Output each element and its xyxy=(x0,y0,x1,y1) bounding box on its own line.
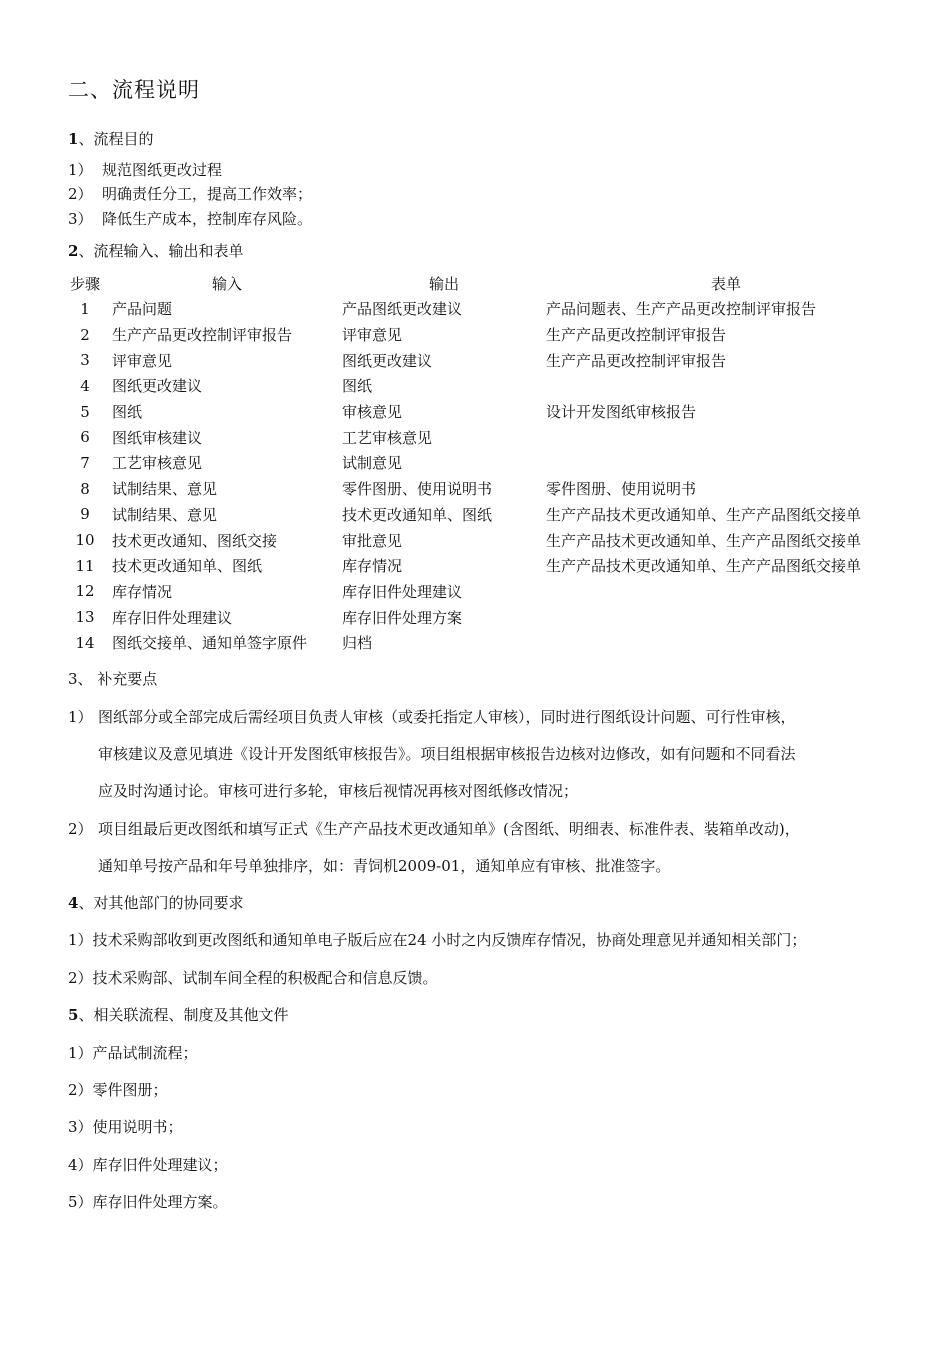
purpose-item xyxy=(68,208,312,229)
coordination-item: 2）技术采购部、试制车间全程的积极配合和信息反馈。 xyxy=(68,969,438,987)
purpose-item xyxy=(68,183,312,204)
step-cell: 2 xyxy=(80,325,90,344)
related-item: 2）零件图册； xyxy=(68,1081,168,1099)
section-title: 二、流程说明 xyxy=(68,78,200,102)
supplement-point-1-number: 1） xyxy=(68,708,93,726)
io-heading-text: 、流程输入、输出和表单 xyxy=(78,242,244,260)
table-row xyxy=(58,553,906,579)
purpose-heading xyxy=(68,128,153,149)
table-row xyxy=(58,502,906,528)
coordination-item: 1）技术采购部收到更改图纸和通知单电子版后应在24 小时之内反馈库存情况，协商处理意见并通知相关部门； xyxy=(68,931,807,949)
input-cell: 库存旧件处理建议 xyxy=(112,608,233,627)
column-header-output: 输出 xyxy=(428,274,459,293)
output-cell: 库存旧件处理建议 xyxy=(342,582,463,601)
supplement-point-2-line: 项目组最后更改图纸和填写正式《生产产品技术更改通知单》(含图纸、明细表、标准件表、装箱单改动)， xyxy=(98,820,800,838)
supplement-point-1-line: 审核建议及意见填进《设计开发图纸审核报告》。项目组根据审核报告边核对边修改，如有问题和不同看法 xyxy=(98,745,796,763)
related-item: 3）使用说明书； xyxy=(68,1118,183,1136)
output-cell: 零件图册、使用说明书 xyxy=(342,480,493,499)
table-row xyxy=(58,476,906,502)
io-heading xyxy=(68,240,243,261)
input-cell: 图纸交接单、通知单签字原件 xyxy=(112,634,308,653)
input-cell: 库存情况 xyxy=(112,582,173,601)
purpose-item-number: 1） xyxy=(68,161,93,179)
table-row xyxy=(58,347,906,373)
related-heading-number: 5 xyxy=(68,1006,79,1024)
output-cell: 库存情况 xyxy=(342,557,403,576)
form-cell: 产品问题表、生产产品更改控制评审报告 xyxy=(546,300,817,319)
step-cell: 10 xyxy=(75,531,95,550)
input-cell: 图纸更改建议 xyxy=(112,377,203,396)
output-cell: 工艺审核意见 xyxy=(342,428,433,447)
purpose-item-number: 2） xyxy=(68,185,93,203)
io-table xyxy=(58,270,906,656)
input-cell: 技术更改通知、图纸交接 xyxy=(112,531,278,550)
input-cell: 评审意见 xyxy=(112,351,173,370)
form-cell xyxy=(546,373,906,399)
related-heading-text: 、相关联流程、制度及其他文件 xyxy=(78,1006,289,1024)
form-cell: 生产产品更改控制评审报告 xyxy=(546,351,727,370)
supplement-point-2-line: 通知单号按产品和年号单独排序，如：青饲机2009-01，通知单应有审核、批准签字。 xyxy=(98,857,671,875)
purpose-heading-number: 1 xyxy=(68,130,79,148)
output-cell: 图纸 xyxy=(342,377,373,396)
related-item: 4）库存旧件处理建议； xyxy=(68,1156,228,1174)
related-item: 5）库存旧件处理方案。 xyxy=(68,1193,228,1211)
step-cell: 12 xyxy=(75,582,95,601)
table-row xyxy=(58,630,906,656)
io-heading-number: 2 xyxy=(68,242,79,260)
input-cell: 生产产品更改控制评审报告 xyxy=(112,326,293,345)
table-row xyxy=(58,450,906,476)
supplement-point-1-line: 图纸部分或全部完成后需经项目负责人审核（或委托指定人审核），同时进行图纸设计问题、可行性审核， xyxy=(98,708,796,726)
output-cell: 产品图纸更改建议 xyxy=(342,300,463,319)
io-table-header-row xyxy=(58,270,906,296)
form-cell xyxy=(546,424,906,450)
input-cell: 图纸 xyxy=(112,403,143,422)
table-row xyxy=(58,373,906,399)
purpose-item-text: 明确责任分工，提高工作效率； xyxy=(102,185,313,203)
output-cell: 审批意见 xyxy=(342,531,403,550)
table-row xyxy=(58,296,906,322)
form-cell: 生产产品更改控制评审报告 xyxy=(546,326,727,345)
column-header-form: 表单 xyxy=(710,274,741,293)
form-cell: 设计开发图纸审核报告 xyxy=(546,403,697,422)
form-cell xyxy=(546,630,906,656)
step-cell: 9 xyxy=(80,505,90,524)
step-cell: 13 xyxy=(75,608,95,627)
output-cell: 库存旧件处理方案 xyxy=(342,608,463,627)
purpose-item-text: 降低生产成本，控制库存风险。 xyxy=(102,210,313,228)
step-cell: 11 xyxy=(75,556,95,575)
form-cell xyxy=(546,604,906,630)
supplement-point-2-number: 2） xyxy=(68,820,93,838)
table-row xyxy=(58,399,906,425)
input-cell: 试制结果、意见 xyxy=(112,480,218,499)
input-cell: 试制结果、意见 xyxy=(112,505,218,524)
step-cell: 3 xyxy=(80,351,90,370)
related-item: 1）产品试制流程； xyxy=(68,1044,198,1062)
output-cell: 图纸更改建议 xyxy=(342,351,433,370)
step-cell: 5 xyxy=(80,402,90,421)
output-cell: 审核意见 xyxy=(342,403,403,422)
purpose-heading-text: 、流程目的 xyxy=(78,130,154,148)
output-cell: 归档 xyxy=(342,634,373,653)
form-cell xyxy=(546,579,906,605)
step-cell: 6 xyxy=(80,428,90,447)
purpose-item-text: 规范图纸更改过程 xyxy=(102,161,223,179)
table-row xyxy=(58,579,906,605)
purpose-item xyxy=(68,159,222,180)
input-cell: 技术更改通知单、图纸 xyxy=(112,557,263,576)
form-cell: 零件图册、使用说明书 xyxy=(546,480,697,499)
output-cell: 技术更改通知单、图纸 xyxy=(342,505,493,524)
supplement-point-1-line: 应及时沟通讨论。审核可进行多轮，审核后视情况再核对图纸修改情况； xyxy=(98,782,579,800)
purpose-item-number: 3） xyxy=(68,210,93,228)
column-header-input: 输入 xyxy=(211,274,242,293)
step-cell: 4 xyxy=(80,376,90,395)
step-cell: 1 xyxy=(80,299,90,318)
related-heading xyxy=(68,1004,288,1025)
input-cell: 工艺审核意见 xyxy=(112,454,203,473)
form-cell xyxy=(546,450,906,476)
coordination-heading xyxy=(68,892,243,913)
table-row xyxy=(58,527,906,553)
table-row xyxy=(58,424,906,450)
step-cell: 7 xyxy=(80,453,90,472)
form-cell: 生产产品技术更改通知单、生产产品图纸交接单 xyxy=(546,557,862,576)
step-cell: 8 xyxy=(80,479,90,498)
column-header-step: 步骤 xyxy=(69,274,100,293)
coordination-heading-text: 、对其他部门的协同要求 xyxy=(78,894,244,912)
form-cell: 生产产品技术更改通知单、生产产品图纸交接单 xyxy=(546,531,862,550)
step-cell: 14 xyxy=(75,633,95,652)
input-cell: 图纸审核建议 xyxy=(112,428,203,447)
form-cell: 生产产品技术更改通知单、生产产品图纸交接单 xyxy=(546,505,862,524)
coordination-heading-number: 4 xyxy=(68,894,79,912)
output-cell: 试制意见 xyxy=(342,454,403,473)
output-cell: 评审意见 xyxy=(342,326,403,345)
table-row xyxy=(58,604,906,630)
input-cell: 产品问题 xyxy=(112,300,173,319)
supplement-heading: 3、 补充要点 xyxy=(68,670,158,688)
table-row xyxy=(58,322,906,348)
